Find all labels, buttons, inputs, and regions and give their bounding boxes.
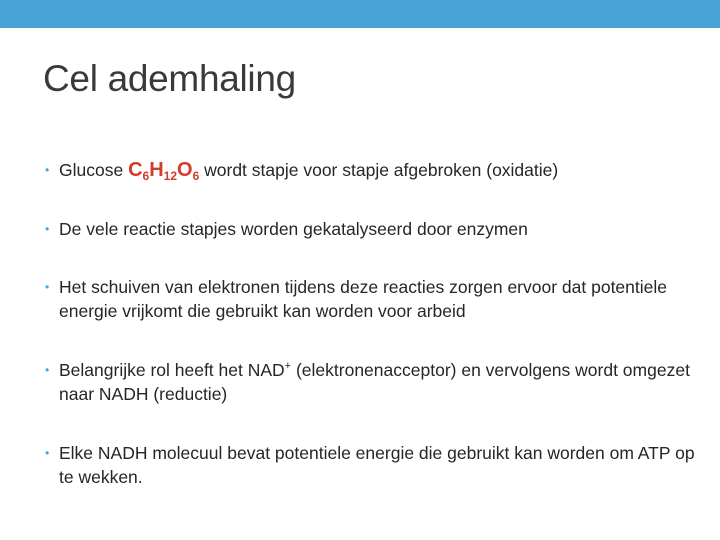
bullet-text-suffix: (elektronenacceptor) en vervolgens wordt omgezet naar NADH (reductie) <box>59 360 690 404</box>
formula-oxygen-count: 6 <box>192 169 200 183</box>
top-accent-bar <box>0 0 720 28</box>
bullet-text: Het schuiven van elektronen tijdens deze reacties zorgen ervoor dat potentiele energie vrijkomt die gebruikt kan worden voor arbeid <box>59 277 668 321</box>
bullet-marker: • <box>45 363 50 377</box>
bullet-marker: • <box>45 446 50 460</box>
formula-hydrogen-count: 12 <box>163 169 178 183</box>
bullet-text-prefix: Glucose <box>59 160 129 180</box>
superscript-plus: + <box>284 360 292 372</box>
bullet-item-nad <box>45 358 695 406</box>
bullet-item-nadh-atp <box>45 441 695 489</box>
bullet-text: Elke NADH molecuul bevat potentiele energie die gebruikt kan worden om ATP op te wekken. <box>59 443 695 487</box>
slide-title: Cel ademhaling <box>43 58 296 99</box>
bullet-text: De vele reactie stapjes worden gekatalyseerd door enzymen <box>59 219 528 239</box>
bullet-marker: • <box>45 222 50 236</box>
formula-carbon-count: 6 <box>142 169 150 183</box>
bullet-item-glucose <box>45 158 695 182</box>
glucose-formula <box>128 159 199 181</box>
formula-carbon: C <box>128 159 143 181</box>
bullet-text-suffix: wordt stapje voor stapje afgebroken (oxidatie) <box>199 160 559 180</box>
formula-oxygen: O <box>177 159 193 181</box>
bullet-list <box>45 158 695 489</box>
formula-hydrogen: H <box>149 159 164 181</box>
bullet-item-enzymes <box>45 217 695 241</box>
bullet-text-prefix: Belangrijke rol heeft het NAD <box>59 360 285 380</box>
bullet-marker: • <box>45 163 50 177</box>
bullet-item-electrons <box>45 275 695 323</box>
bullet-marker: • <box>45 280 50 294</box>
